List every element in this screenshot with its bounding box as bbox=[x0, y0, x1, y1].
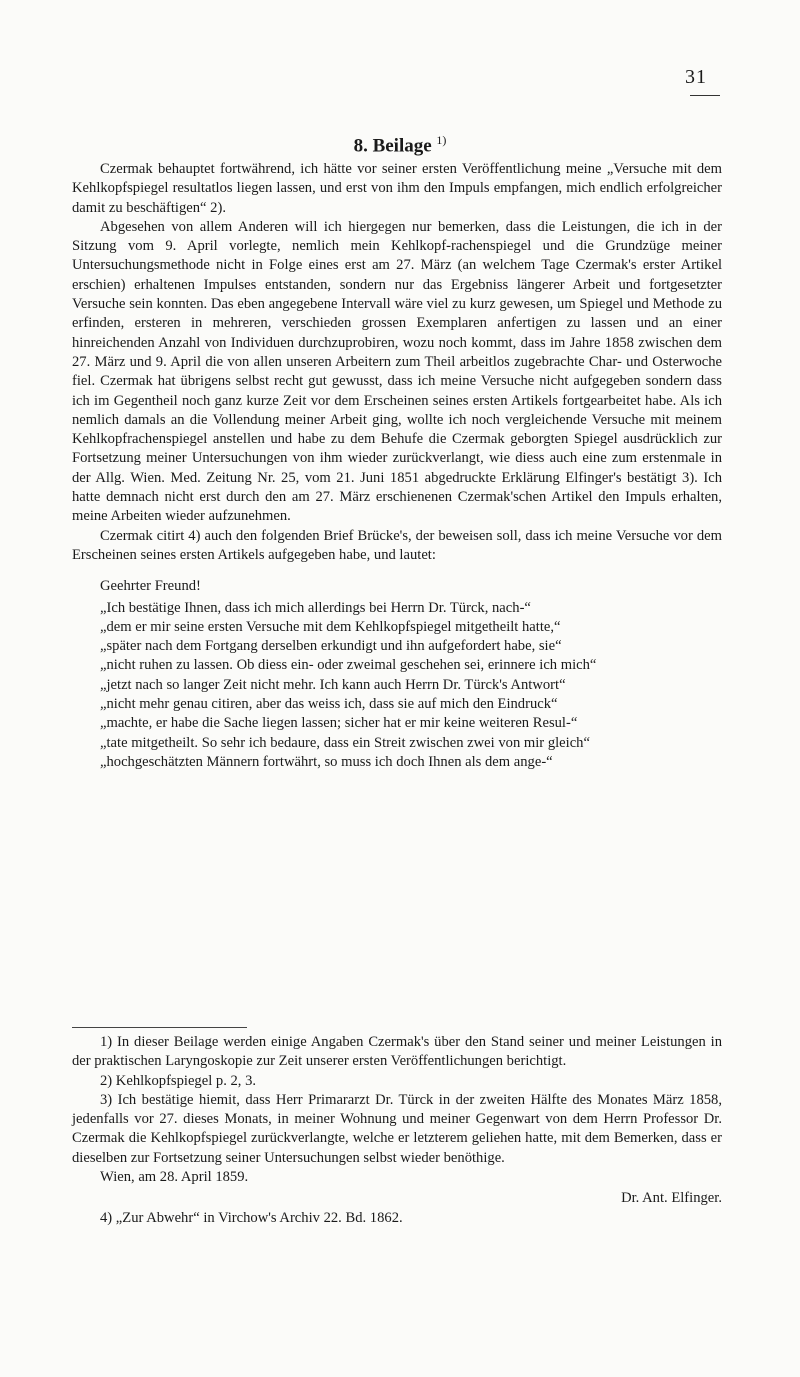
footnote-4: 4) „Zur Abwehr“ in Virchow's Archiv 22. Bd. 1862. bbox=[100, 1209, 403, 1226]
footnote-3-date: Wien, am 28. April 1859. bbox=[100, 1169, 249, 1186]
letter-line: „machte, er habe die Sache liegen lassen; sicher hat er mir keine weiteren Resul-“ bbox=[100, 715, 578, 732]
letter-line: „jetzt nach so langer Zeit nicht mehr. Ich kann auch Herrn Dr. Türck's Antwort“ bbox=[100, 676, 566, 693]
footnote-1: 1) In dieser Beilage werden einige Angaben Czermak's über den Stand seiner und meiner Leistungen in der praktischen Laryngoskopie zur Zeit unserer ersten Veröffentlichungen berichtigt. bbox=[72, 1034, 722, 1070]
paragraph-2: Abgesehen von allem Anderen will ich hiergegen nur bemerken, dass die Leistungen, die ich in der Sitzung vom 9. April vorlegte, nemlich mein Kehlkopf-rachenspiegel und die Grundzüge meiner Untersuchungsmethode nicht in Folge eines erst am 27. März (an welchem Tage Czermak's erster Artikel erschien) erhaltenen Impulses entstanden, sondern nur das Ergebniss längerer Arbeit und fortgesetzter Versuche sein konnten. Das eben angegebene Intervall wäre viel zu kurz gewesen, um Spiegel und Methode zu erfinden, ersteren in mehreren, verschieden grossen Exemplaren anfertigen zu lassen und an einer hinreichenden Anzahl von Individuen durchzuprobiren, wozu noch kommt, dass im Jahre 1858 zwischen dem 27. März und 9. April die von allen unseren Arbeitern zum Theil arbeitlos zugebrachte Char- und Osterwoche fiel. Czermak hat übrigens selbst recht gut gewusst, dass ich meine Versuche nicht aufgegeben sondern dass ich im Gegentheil noch ganz kurze Zeit vor dem Erscheinen seines ersten Artikels fortgearbeitet habe. Als ich nemlich damals an die Vollendung meiner Arbeit ging, wollte ich noch vergleichende Versuche mit meinem Kehlkopfrachenspiegel anstellen und habe zu dem Behufe die Czermak geborgten Spiegel ausdrücklich zur Fortsetzung meiner Untersuchungen von ihm wieder zurückverlangt, wie diess auch eine zum erstenmale in der Allg. Wien. Med. Zeitung Nr. 25, vom 21. Juni 1851 abgedruckte Erklärung Elfinger's bestätigt 3). Ich hatte demnach nicht erst durch den am 27. März erschienenen Czermak'schen Artikel den Impuls erhalten, meine Arbeiten wieder aufzunehmen. bbox=[72, 218, 722, 525]
page-number-underline bbox=[690, 95, 720, 96]
letter-line: „dem er mir seine ersten Versuche mit dem Kehlkopfspiegel mitgetheilt hatte,“ bbox=[100, 618, 561, 635]
quoted-letter bbox=[72, 577, 722, 772]
letter-line: „später nach dem Fortgang derselben erkundigt und ihn aufgefordert habe, sie“ bbox=[100, 638, 562, 655]
letter-line: „tate mitgetheilt. So sehr ich bedaure, dass ein Streit zwischen zwei von mir gleich“ bbox=[100, 734, 590, 751]
footnote-2: 2) Kehlkopfspiegel p. 2, 3. bbox=[100, 1072, 257, 1089]
footnote-3: 3) Ich bestätige hiemit, dass Herr Primararzt Dr. Türck in der zweiten Hälfte des Monates März 1858, jedenfalls vor 27. dieses Monats, in meiner Wohnung und meiner Gegenwart von dem Herrn Professor Dr. Czermak die Kehlkopfspiegel zurückverlangte, welche er letzterem geliehen hatte, mit dem Bemerken, dass er dieselben zur Fortsetzung seiner Untersuchungen selbst wieder benöthige. bbox=[72, 1091, 722, 1166]
paragraph-3: Czermak citirt 4) auch den folgenden Brief Brücke's, der beweisen soll, dass ich meine Versuche vor dem Erscheinen seines ersten Artikels aufgegeben habe, und lautet: bbox=[72, 527, 722, 563]
footnotes bbox=[72, 1033, 722, 1228]
main-text bbox=[72, 160, 722, 772]
page-number: 31 bbox=[685, 66, 707, 88]
paragraph-1: Czermak behauptet fortwährend, ich hätte vor seiner ersten Veröffentlichung meine „Versuche mit dem Kehlkopfspiegel resultatlos liegen lassen, und erst von ihm den Impuls empfangen, mich endlich erfolgreicher damit zu beschäftigen“ 2). bbox=[72, 161, 722, 216]
letter-line: „hochgeschätzten Männern fortwährt, so muss ich doch Ihnen als dem ange-“ bbox=[100, 753, 553, 770]
letter-line: „Ich bestätige Ihnen, dass ich mich allerdings bei Herrn Dr. Türck, nach-“ bbox=[100, 599, 531, 616]
footnote-3-signature: Dr. Ant. Elfinger. bbox=[621, 1190, 722, 1207]
letter-line: „nicht ruhen zu lassen. Ob diess ein- oder zweimal geschehen sei, erinnere ich mich“ bbox=[100, 657, 597, 674]
letter-salutation: Geehrter Freund! bbox=[100, 578, 201, 595]
letter-line: „nicht mehr genau citiren, aber das weiss ich, dass sie auf mich den Eindruck“ bbox=[100, 696, 558, 713]
heading-title: 8. Beilage bbox=[353, 135, 432, 157]
heading-footnote-ref: 1) bbox=[436, 133, 447, 147]
footnote-divider bbox=[72, 1027, 247, 1028]
section-heading bbox=[0, 133, 800, 157]
